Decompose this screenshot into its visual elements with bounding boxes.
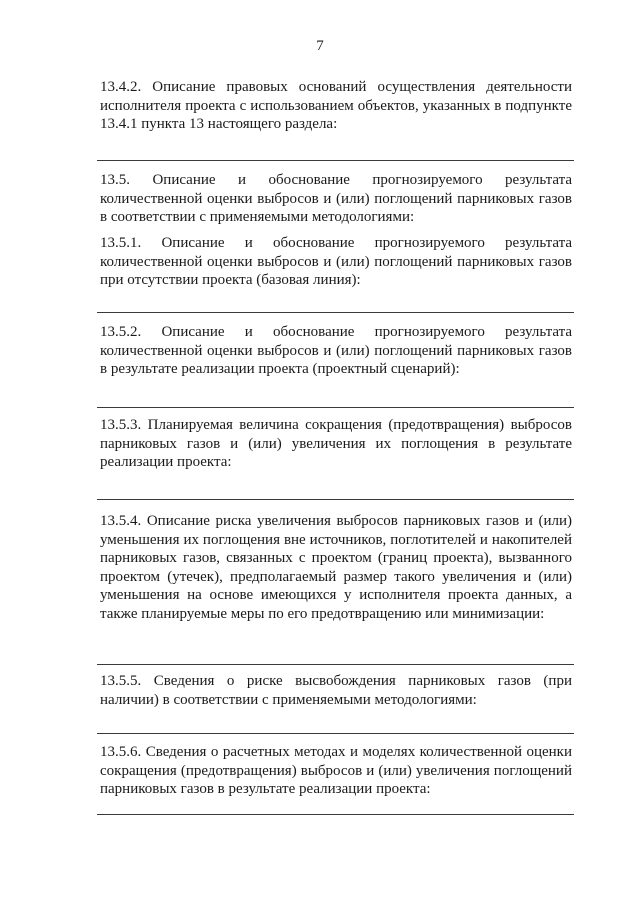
section-13-5: 13.5. Описание и обоснование прогнозируемого результата количественной оценки выбросов и (или) поглощений парниковых газов в соответствии с применяемыми методологиями:	[100, 172, 572, 225]
answer-line	[97, 407, 574, 408]
answer-line	[97, 733, 574, 734]
section-13-5-6: 13.5.6. Сведения о расчетных методах и моделях количественной оценки сокращения (предотвращения) выбросов и (или) увеличения поглощений парниковых газов в результате реализации проекта:	[100, 744, 572, 797]
answer-line	[97, 160, 574, 161]
answer-line	[97, 664, 574, 665]
answer-line	[97, 312, 574, 313]
answer-line	[97, 814, 574, 815]
section-13-5-2: 13.5.2. Описание и обоснование прогнозируемого результата количественной оценки выбросов и (или) поглощений парниковых газов в результате реализации проекта (проектный сценарий):	[100, 324, 572, 377]
answer-line	[97, 499, 574, 500]
section-13-5-4: 13.5.4. Описание риска увеличения выбросов парниковых газов и (или) уменьшения их поглощения вне источников, поглотителей и накопителей парниковых газов, связанных с проектом (границ проекта), вызванного проектом (утечек), предполагаемый размер такого увеличения и (или) уменьшения на основе имеющихся у исполнителя проекта данных, а также планируемые меры по его предотвращению или минимизации:	[100, 513, 572, 622]
section-13-4-2: 13.4.2. Описание правовых оснований осуществления деятельности исполнителя проекта с использованием объектов, указанных в подпункте 13.4.1 пункта 13 настоящего раздела:	[100, 79, 572, 132]
section-13-5-3: 13.5.3. Планируемая величина сокращения (предотвращения) выбросов парниковых газов и (или) увеличения их поглощения в результате реализации проекта:	[100, 417, 572, 470]
section-13-5-5: 13.5.5. Сведения о риске высвобождения парниковых газов (при наличии) в соответствии с применяемыми методологиями:	[100, 673, 572, 708]
page-number: 7	[316, 38, 324, 54]
section-13-5-1: 13.5.1. Описание и обоснование прогнозируемого результата количественной оценки выбросов и (или) поглощений парниковых газов при отсутствии проекта (базовая линия):	[100, 235, 572, 288]
